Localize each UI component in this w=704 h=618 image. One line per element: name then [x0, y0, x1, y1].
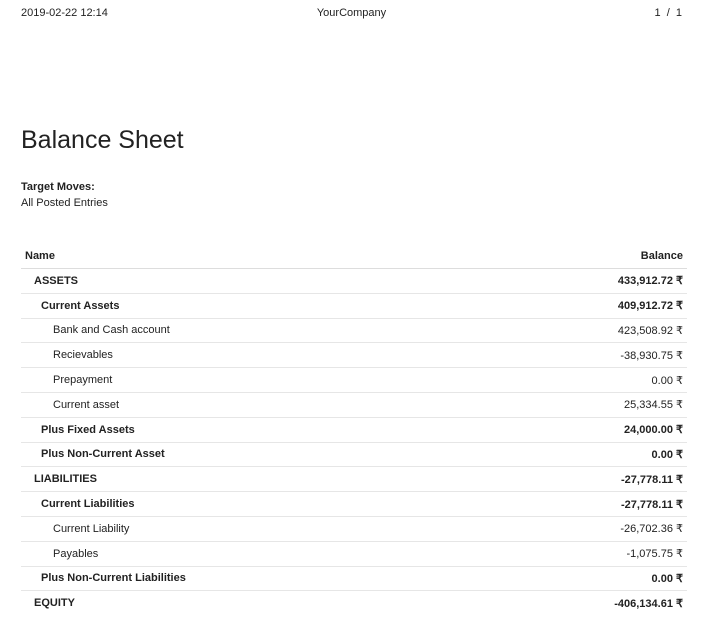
- account-name: Prepayment: [21, 368, 479, 393]
- account-balance: 24,000.00 ₹: [479, 417, 687, 442]
- balance-table-body: [21, 269, 687, 616]
- table-row: [21, 269, 687, 294]
- account-balance: -38,930.75 ₹: [479, 343, 687, 368]
- table-row: [21, 442, 687, 467]
- table-row: [21, 417, 687, 442]
- account-name: ASSETS: [21, 269, 479, 294]
- account-balance: -406,134.61 ₹: [614, 597, 683, 610]
- column-header-balance: Balance: [479, 244, 687, 269]
- account-balance: -1,075.75 ₹: [479, 541, 687, 566]
- account-balance: 433,912.72 ₹: [479, 269, 687, 294]
- table-row: [21, 541, 687, 566]
- account-name: Current Liabilities: [21, 492, 479, 517]
- target-moves-value: All Posted Entries: [21, 197, 108, 209]
- table-row: [21, 591, 687, 615]
- account-name: EQUITY: [34, 597, 75, 610]
- account-balance: 25,334.55 ₹: [479, 392, 687, 417]
- account-name: LIABILITIES: [21, 467, 479, 492]
- table-row: [21, 368, 687, 393]
- company-name: YourCompany: [316, 7, 387, 19]
- table-header-row: [21, 244, 687, 269]
- account-balance: -27,778.11 ₹: [479, 492, 687, 517]
- account-name: Current Assets: [21, 293, 479, 318]
- target-moves-label: Target Moves:: [21, 181, 95, 193]
- balance-table: [21, 244, 687, 615]
- account-balance: -27,778.11 ₹: [479, 467, 687, 492]
- page-counter: 1 / 1: [654, 7, 682, 19]
- page-header: [21, 6, 682, 20]
- account-name: Current Liability: [21, 516, 479, 541]
- report-title: Balance Sheet: [21, 126, 184, 154]
- table-row: [21, 392, 687, 417]
- table-row: [21, 293, 687, 318]
- table-row: [21, 516, 687, 541]
- account-balance: 0.00 ₹: [479, 566, 687, 591]
- account-balance: -26,702.36 ₹: [479, 516, 687, 541]
- table-row: [21, 566, 687, 591]
- account-balance: 409,912.72 ₹: [479, 293, 687, 318]
- column-header-name: Name: [21, 244, 479, 269]
- account-name: Recievables: [21, 343, 479, 368]
- account-balance: 423,508.92 ₹: [479, 318, 687, 343]
- account-balance: 0.00 ₹: [479, 442, 687, 467]
- table-row: [21, 492, 687, 517]
- account-name: Bank and Cash account: [21, 318, 479, 343]
- account-balance: 0.00 ₹: [479, 368, 687, 393]
- account-name: Plus Non-Current Asset: [21, 442, 479, 467]
- table-row: [21, 467, 687, 492]
- account-name: Current asset: [21, 392, 479, 417]
- table-row: [21, 318, 687, 343]
- print-date: 2019-02-22 12:14: [21, 7, 108, 19]
- account-name: Plus Fixed Assets: [21, 417, 479, 442]
- table-row: [21, 343, 687, 368]
- account-name: Plus Non-Current Liabilities: [21, 566, 479, 591]
- account-name: Payables: [21, 541, 479, 566]
